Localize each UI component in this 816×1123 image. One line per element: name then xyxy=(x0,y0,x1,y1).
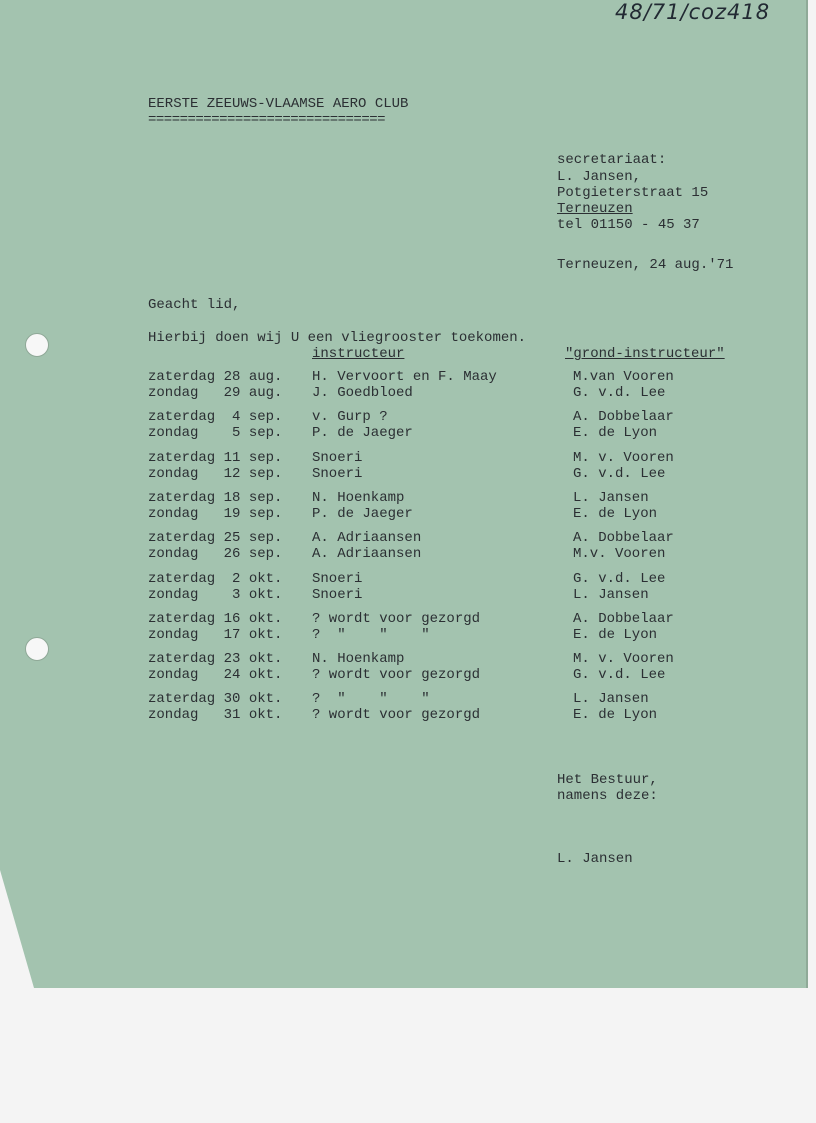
punch-hole xyxy=(25,333,49,357)
schedule-instructor: ? wordt voor gezorgd xyxy=(312,707,481,724)
schedule-day: zaterdag 30 okt. xyxy=(148,691,283,708)
schedule-ground-instructor: E. de Lyon xyxy=(573,707,658,724)
date-line: Terneuzen, 24 aug.'71 xyxy=(557,257,734,273)
schedule-ground-instructor: L. Jansen xyxy=(573,489,649,506)
club-name-rule: ============================== xyxy=(148,112,386,128)
schedule-instructor: ? wordt voor gezorgd xyxy=(312,667,481,684)
intro-text: Hierbij doen wij U een vliegrooster toekomen. xyxy=(148,330,527,346)
schedule-day: zaterdag 18 sep. xyxy=(148,489,283,506)
schedule-ground-instructor: G. v.d. Lee xyxy=(573,385,666,401)
secretariat-heading: secretariaat: xyxy=(557,152,667,168)
club-name: EERSTE ZEEUWS-VLAAMSE AERO CLUB xyxy=(148,96,409,112)
secretariat-city: Terneuzen xyxy=(557,201,633,217)
schedule-day: zondag 29 aug. xyxy=(148,385,283,401)
schedule-ground-instructor: G. v.d. Lee xyxy=(573,667,666,684)
archive-code: 48/71/coz418 xyxy=(615,0,771,24)
schedule-day: zondag 19 sep. xyxy=(148,505,283,522)
schedule-ground-instructor: M.v. Vooren xyxy=(573,546,666,563)
schedule-day: zaterdag 23 okt. xyxy=(148,651,283,668)
closing-line: namens deze: xyxy=(557,788,658,804)
secretariat-street: Potgieterstraat 15 xyxy=(557,185,709,201)
schedule-instructor: P. de Jaeger xyxy=(312,505,413,522)
schedule-day: zaterdag 28 aug. xyxy=(148,369,283,385)
schedule-day: zondag 17 okt. xyxy=(148,626,283,643)
schedule-instructor: N. Hoenkamp xyxy=(312,489,405,506)
schedule-instructor: ? wordt voor gezorgd xyxy=(312,610,481,627)
schedule-ground-instructor: L. Jansen xyxy=(573,691,649,708)
torn-corner xyxy=(0,870,34,988)
schedule-ground-instructor: M.van Vooren xyxy=(573,369,674,385)
instructor-column-heading: instructeur xyxy=(312,346,405,362)
secretariat-phone: tel 01150 - 45 37 xyxy=(557,217,700,233)
schedule-day: zaterdag 11 sep. xyxy=(148,449,283,466)
schedule-instructor: Snoeri xyxy=(312,570,363,587)
salutation: Geacht lid, xyxy=(148,297,241,313)
schedule-instructor: Snoeri xyxy=(312,449,363,466)
schedule-ground-instructor: E. de Lyon xyxy=(573,505,658,522)
signature-name: L. Jansen xyxy=(557,851,633,867)
schedule-day: zondag 5 sep. xyxy=(148,425,283,442)
schedule-day: zaterdag 16 okt. xyxy=(148,610,283,627)
closing-line: Het Bestuur, xyxy=(557,772,658,788)
schedule-instructor: H. Vervoort en F. Maay xyxy=(312,369,497,385)
schedule-ground-instructor: A. Dobbelaar xyxy=(573,409,674,426)
schedule-ground-instructor: E. de Lyon xyxy=(573,626,658,643)
schedule-day: zondag 24 okt. xyxy=(148,667,283,684)
schedule-instructor: v. Gurp ? xyxy=(312,409,388,426)
schedule-day: zondag 26 sep. xyxy=(148,546,283,563)
schedule-ground-instructor: A. Dobbelaar xyxy=(573,610,674,627)
schedule-day: zondag 12 sep. xyxy=(148,465,283,482)
schedule-day: zondag 3 okt. xyxy=(148,586,283,603)
schedule-day: zaterdag 4 sep. xyxy=(148,409,283,426)
schedule-instructor: A. Adriaansen xyxy=(312,546,422,563)
schedule-instructor: ? " " " xyxy=(312,626,430,643)
schedule-ground-instructor: G. v.d. Lee xyxy=(573,570,666,587)
schedule-day: zaterdag 2 okt. xyxy=(148,570,283,587)
secretariat-name: L. Jansen, xyxy=(557,169,642,185)
schedule-ground-instructor: E. de Lyon xyxy=(573,425,658,442)
schedule-ground-instructor: A. Dobbelaar xyxy=(573,530,674,547)
schedule-instructor: A. Adriaansen xyxy=(312,530,422,547)
schedule-ground-instructor: M. v. Vooren xyxy=(573,651,674,668)
schedule-instructor: Snoeri xyxy=(312,586,363,603)
ground-instructor-column-heading: "grond-instructeur" xyxy=(565,346,725,362)
schedule-day: zaterdag 25 sep. xyxy=(148,530,283,547)
schedule-instructor: Snoeri xyxy=(312,465,363,482)
schedule-ground-instructor: L. Jansen xyxy=(573,586,649,603)
schedule-ground-instructor: G. v.d. Lee xyxy=(573,465,666,482)
schedule-instructor: ? " " " xyxy=(312,691,430,708)
punch-hole xyxy=(25,637,49,661)
schedule-instructor: P. de Jaeger xyxy=(312,425,413,442)
schedule-instructor: N. Hoenkamp xyxy=(312,651,405,668)
schedule-ground-instructor: M. v. Vooren xyxy=(573,449,674,466)
schedule-day: zondag 31 okt. xyxy=(148,707,283,724)
schedule-instructor: J. Goedbloed xyxy=(312,385,413,401)
